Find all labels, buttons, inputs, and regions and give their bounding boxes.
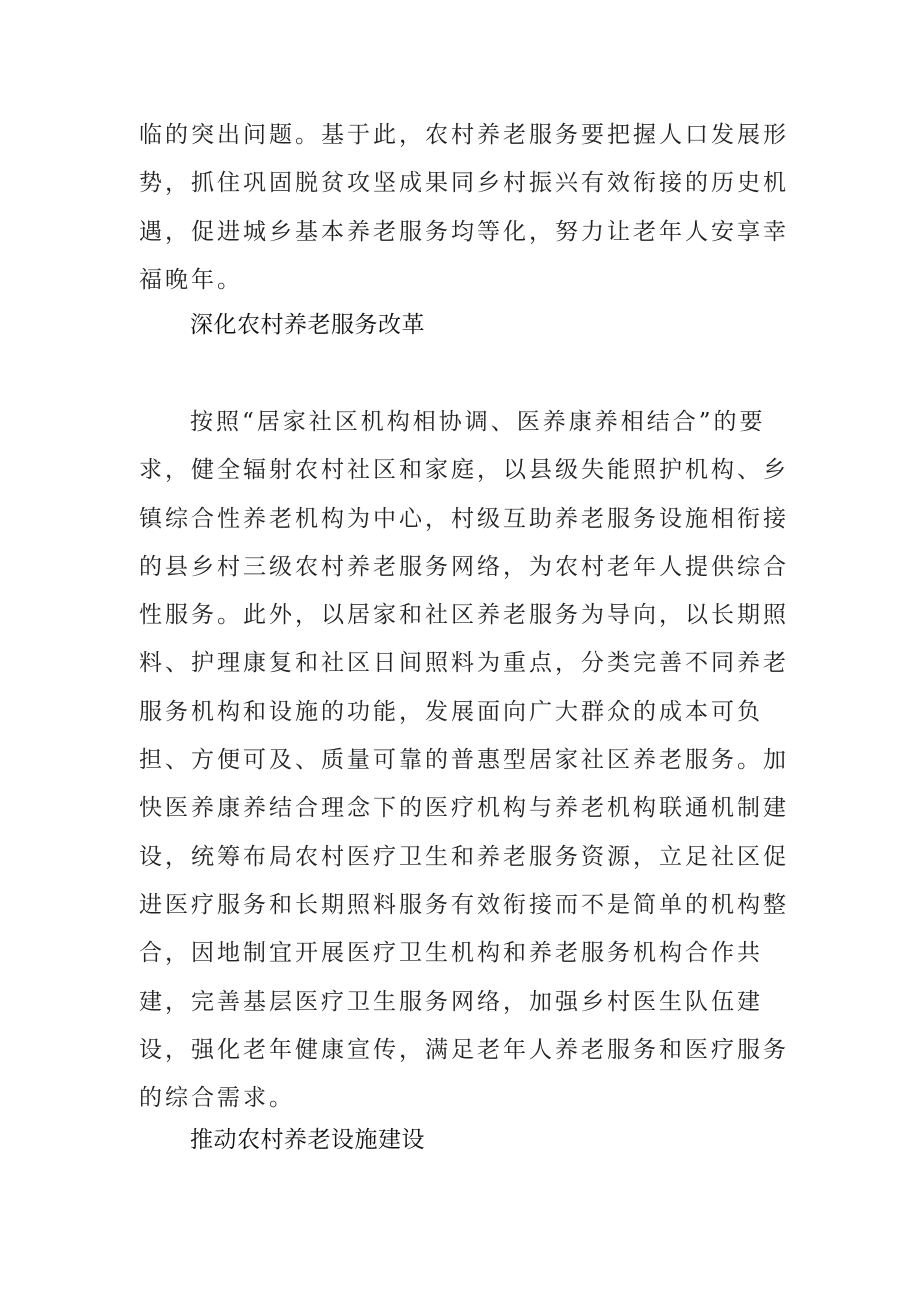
body-paragraph-reform-details: 按照“居家社区机构相协调、医养康养相结合”的要求，健全辐射农村社区和家庭，以县级失能照护机构、乡镇综合性养老机构为中心，村级互助养老服务设施相衔接的县乡村三级农村养老服务网络，为农村老年人提供综合性服务。此外，以居家和社区养老服务为导向，以长期照料、护理康复和社区日间照料为重点，分类完善不同养老服务机构和设施的功能，发展面向广大群众的成本可负担、方便可及、质量可靠的普惠型居家社区养老服务。加快医养康养结合理念下的医疗机构与养老机构联通机制建设，统筹布局农村医疗卫生和养老服务资源，立足社区促进医疗服务和长期照料服务有效衔接而不是简单的机构整合，因地制宜开展医疗卫生机构和养老服务机构合作共建，完善基层医疗卫生服务网络，加强乡村医生队伍建设，强化老年健康宣传，满足老年人养老服务和医疗服务的综合需求。 [139, 409, 789, 1112]
section-heading-deepen-reform: 深化农村养老服务改革 [190, 312, 425, 338]
section-heading-facility-construction: 推动农村养老设施建设 [190, 1127, 425, 1153]
body-paragraph-intro-continuation: 临的突出问题。基于此，农村养老服务要把握人口发展形势，抓住巩固脱贫攻坚成果同乡村振兴有效衔接的历史机遇，促进城乡基本养老服务均等化，努力让老年人安享幸福晚年。 [139, 122, 789, 293]
